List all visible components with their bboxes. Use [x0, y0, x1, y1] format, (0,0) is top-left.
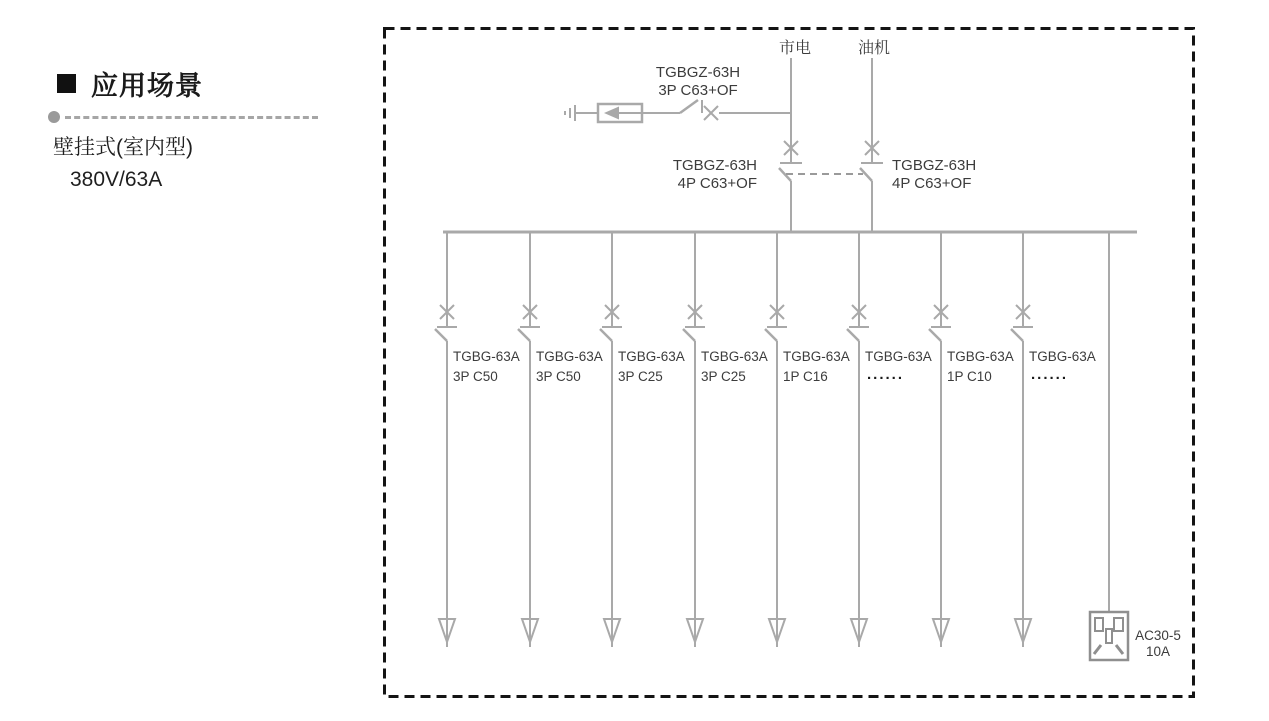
ats-generator-spec: 4P C63+OF	[892, 175, 972, 192]
ats-switch-generator	[860, 58, 883, 232]
incoming-breaker-model: TGBGZ-63H	[655, 64, 741, 81]
socket-model: AC30-5	[1135, 628, 1181, 643]
mount-type-label: 壁挂式(室内型)	[53, 136, 193, 159]
ats-mains-model: TGBGZ-63H	[672, 157, 757, 174]
feeder-3	[600, 232, 685, 647]
feeder-spec: 1P C16	[783, 369, 828, 384]
feeder-spec: 3P C25	[701, 369, 746, 384]
socket-angled-slot	[1094, 645, 1101, 654]
breaker-blade-icon	[765, 329, 777, 341]
breaker-blade-icon	[1011, 329, 1023, 341]
feeder-model: TGBG-63A	[865, 349, 932, 364]
feeder-model: TGBG-63A	[1029, 349, 1096, 364]
single-line-diagram	[383, 27, 1195, 698]
breaker-blade-icon	[435, 329, 447, 341]
breaker-blade-icon	[518, 329, 530, 341]
separator-dashes	[65, 116, 318, 119]
feeder-model: TGBG-63A	[453, 349, 520, 364]
separator-dot-icon	[48, 111, 60, 123]
feeder-spec-ellipsis: ......	[1031, 366, 1069, 383]
feeder-5	[765, 232, 850, 647]
socket-slot	[1106, 629, 1112, 643]
feeder-model: TGBG-63A	[947, 349, 1014, 364]
feeder-8	[1011, 232, 1096, 647]
voltage-rating-label: 380V/63A	[70, 168, 163, 191]
ats-generator-model: TGBGZ-63H	[892, 157, 977, 174]
feeder-spec: 1P C10	[947, 369, 992, 384]
feeder-6	[847, 232, 932, 647]
surge-arrow-icon	[604, 107, 619, 120]
spd-branch	[565, 100, 791, 122]
feeder-spec-ellipsis: ......	[867, 366, 905, 383]
dashed-separator	[48, 110, 318, 124]
feeder-1	[435, 232, 520, 647]
socket-outlet-icon	[1090, 612, 1128, 660]
ats-mains-spec: 4P C63+OF	[677, 175, 757, 192]
breaker-blade-icon	[683, 329, 695, 341]
socket-branch	[1090, 232, 1128, 660]
feeder-spec: 3P C25	[618, 369, 663, 384]
feeder-model: TGBG-63A	[618, 349, 685, 364]
breaker-blade-icon	[600, 329, 612, 341]
feeder-model: TGBG-63A	[701, 349, 768, 364]
section-header	[57, 64, 203, 103]
feeder-spec: 3P C50	[453, 369, 498, 384]
feeder-spec: 3P C50	[536, 369, 581, 384]
feeder-2	[518, 232, 603, 647]
feeder-7	[929, 232, 1014, 647]
feeder-model: TGBG-63A	[536, 349, 603, 364]
breaker-blade-icon	[929, 329, 941, 341]
feeder-model: TGBG-63A	[783, 349, 850, 364]
page-title: 应用场景	[91, 71, 203, 101]
generator-source-label: 油机	[857, 40, 891, 57]
breaker-blade-icon	[847, 329, 859, 341]
feeder-4	[683, 232, 768, 647]
black-square-bullet-icon	[57, 74, 76, 93]
diagram-svg	[383, 27, 1195, 698]
socket-slot	[1114, 618, 1123, 631]
incoming-breaker-spec: 3P C63+OF	[658, 82, 738, 99]
socket-angled-slot	[1116, 645, 1123, 654]
socket-rating: 10A	[1145, 644, 1171, 659]
socket-slot	[1095, 618, 1103, 631]
ats-switch-mains	[779, 58, 802, 232]
breaker-blade-icon	[680, 100, 698, 113]
mains-source-label: 市电	[778, 40, 812, 57]
